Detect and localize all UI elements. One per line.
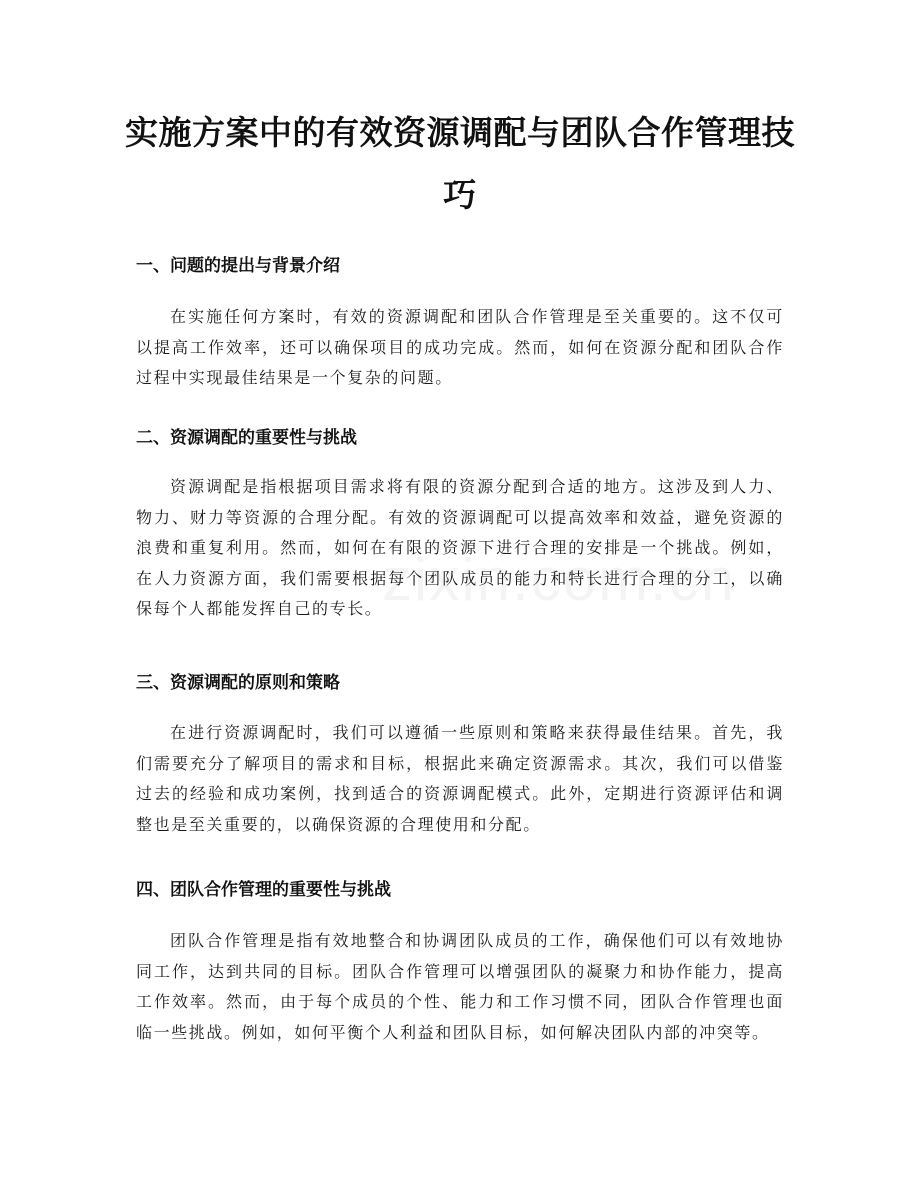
document-title: 实施方案中的有效资源调配与团队合作管理技巧 — [125, 113, 795, 214]
section-heading-4: 四、团队合作管理的重要性与挑战 — [136, 880, 391, 900]
section-paragraph-2: 资源调配是指根据项目需求将有限的资源分配到合适的地方。这涉及到人力、物力、财力等资源的合理分配。有效的资源调配可以提高效率和效益，避免资源的浪费和重复利用。然而，如何在有限的资源下进行合理的安排是一个挑战。例如，在人力资源方面，我们需要根据每个团队成员的能力和特长进行合理的分工，以确保每个人都能发挥自己的专长。 — [136, 477, 784, 618]
section-paragraph-1: 在实施任何方案时，有效的资源调配和团队合作管理是至关重要的。这不仅可以提高工作效率，还可以确保项目的成功完成。然而，如何在资源分配和团队合作过程中实现最佳结果是一个复杂的问题。 — [136, 307, 784, 387]
section-heading-3: 三、资源调配的原则和策略 — [136, 673, 340, 693]
section-heading-2: 二、资源调配的重要性与挑战 — [136, 428, 357, 448]
section-heading-1: 一、问题的提出与背景介绍 — [136, 256, 340, 276]
section-paragraph-3: 在进行资源调配时，我们可以遵循一些原则和策略来获得最佳结果。首先，我们需要充分了解项目的需求和目标，根据此来确定资源需求。其次，我们可以借鉴过去的经验和成功案例，找到适合的资源调配模式。此外，定期进行资源评估和调整也是至关重要的，以确保资源的合理使用和分配。 — [136, 723, 784, 834]
section-paragraph-4: 团队合作管理是指有效地整合和协调团队成员的工作，确保他们可以有效地协同工作，达到共同的目标。团队合作管理可以增强团队的凝聚力和协作能力，提高工作效率。然而，由于每个成员的个性、能力和工作习惯不同，团队合作管理也面临一些挑战。例如，如何平衡个人利益和团队目标，如何解决团队内部的冲突等。 — [136, 931, 784, 1042]
